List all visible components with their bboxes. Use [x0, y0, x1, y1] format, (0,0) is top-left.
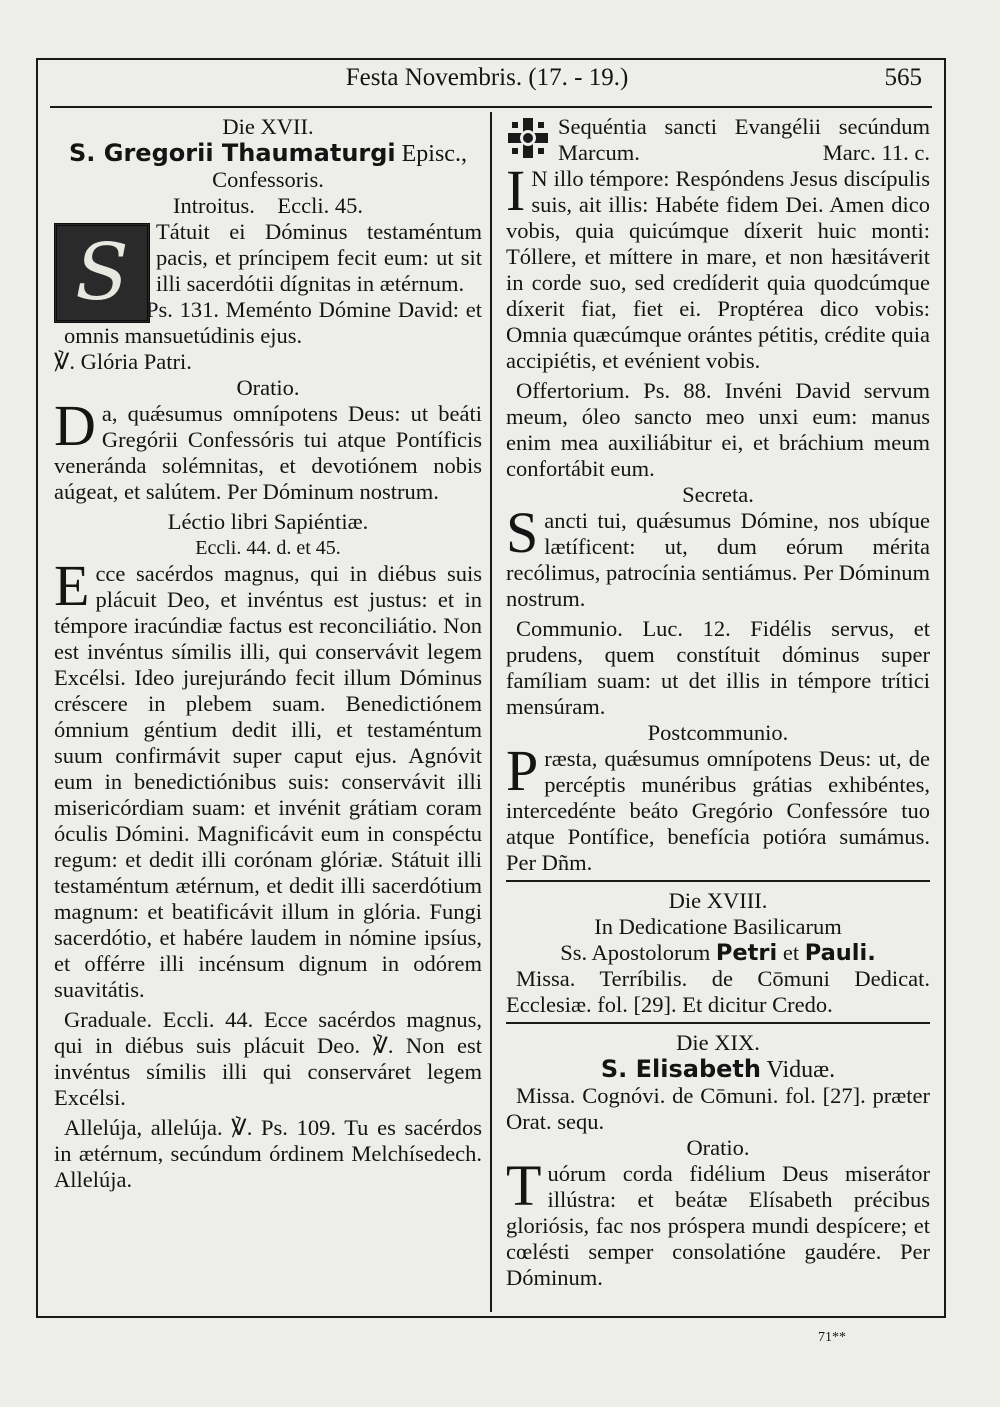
header-rule [50, 106, 932, 108]
left-column [54, 114, 482, 1193]
sequentia-text: Sequéntia sancti Evangélii secúndum Marcum. [558, 114, 930, 165]
oratio-xix-block [506, 1153, 930, 1291]
right-column [506, 114, 930, 1291]
postcommunio-heading: Postcommunio. [647, 720, 789, 745]
communio: Communio. Luc. 12. Fidélis servus, et prudens, quem constítuit dóminus super famíliam suam: ut det illis in témpore trítici mensúram. [506, 616, 930, 719]
lectio-heading: Léctio libri Sapiéntiæ. [167, 509, 369, 534]
drop-cap-d: D [54, 393, 96, 458]
dedicatione-heading: In Dedicatione Basilicarum [594, 914, 842, 939]
die-xix-heading: Die XIX. [676, 1030, 760, 1055]
drop-cap-s: S [506, 500, 539, 565]
lectio-text: cce sacérdos magnus, qui in diébus suis plácuit Deo, et invéntus est justus: et in témpore iracúndiæ factus est reconciliátio. Non est invéntus símilis illi, qui conservávit legem Excélsi. Ideo jurejurándo fecit illum Dóminus créscere in plebem suam. Benedictiónem ómnium géntium dedit illi, et testaméntum suum confirmávit super caput ejus. Agnóvit eum in benedictiónibus suis: conservávit illi misericórdiam suam: et invénit grátiam coram óculis Dómini. Magnificávit eum in conspéctu regum: et dedit illi corónam glóriæ. Státuit illi testaméntum ætérnum, et dedit illi sacerdótium magnum: et beatificávit illum in glória. Fungi sacerdótio, et habére laudem in nómine ipsíus, et offérre illi incénsum dignum in odórem suavitátis. [54, 561, 482, 1002]
saint-title: Episc., [401, 141, 467, 167]
cross-icon [506, 116, 550, 160]
oratio-xix-text: uórum corda fidélium Deus miserátor illústra: et beátæ Elísabeth précibus gloriósis, fac nos próspera mundi despícere; et cœlésti semper consolatióne gaudére. Per Dóminum. [506, 1161, 930, 1290]
offertorium: Offertorium. Ps. 88. Invéni David servum meum, óleo sancto meo unxi eum: manus enim mea auxiliábitur ei, et bráchium meum confortábit eum. [506, 378, 930, 481]
elisabeth-heading [506, 1056, 930, 1083]
oratio-xix-heading: Oratio. [686, 1135, 750, 1160]
die-xvii-heading: Die XVII. [222, 114, 314, 139]
secreta-block [506, 500, 930, 612]
evangelium-text: N illo témpore: Respóndens Jesus discípulis suis, ait illis: Habéte fidem Dei. Amen dico vobis, quia quicúmque díxerit huic monti: Tóllere, et míttere in mare, et non hæsitáverit in corde suo, sed credíderit quia quodcúmque díxerit fiat, fiet ei. Proptérea dico vobis: Omnia quæcúmque orántes pétitis, crédite quia accipiétis, et evénient vobis. [506, 166, 930, 373]
drop-cap-p: P [506, 738, 539, 803]
sequentia-ref: Marc. 11. c. [822, 140, 930, 165]
die-xviii-heading: Die XVIII. [668, 888, 768, 913]
pauli: Pauli. [804, 940, 876, 966]
header-title: Festa Novembris. (17. - 19.) [345, 64, 629, 91]
introitus-ref: Eccli. 45. [277, 193, 363, 218]
signature-mark: 71** [818, 1330, 846, 1345]
psalm-verse: Ps. 131. Meménto Dómine David: et omnis mansuetúdinis ejus. [64, 297, 482, 348]
sequentia-block [506, 114, 930, 166]
gloria-patri: ℣. Glória Patri. [54, 349, 192, 374]
secreta-heading: Secreta. [682, 482, 754, 507]
postcommunio-text: ræsta, quǽsumus omnípotens Deus: ut, de percéptis munéribus grátias exhibéntes, intercedénte beáto Gregório Confessóre tuo atque Pontífice, benefícia potióra sumámus. Per Dñm. [506, 746, 930, 875]
drop-cap-i: I [506, 158, 526, 223]
et: et [782, 940, 800, 965]
apostolorum-heading [506, 940, 930, 966]
section-rule-2 [506, 1022, 930, 1024]
postcommunio-block [506, 738, 930, 876]
lectio-ref: Eccli. 44. d. et 45. [195, 537, 341, 559]
petri: Petri [715, 940, 778, 966]
page-header [52, 64, 922, 104]
page-number: 565 [884, 64, 922, 91]
drop-cap-e: E [54, 553, 90, 618]
secreta-text: ancti tui, quǽsumus Dómine, nos ubíque lætíficent: ut, dum eórum mérita recólimus, patrocínia sentiámus. Per Dóminum nostrum. [506, 508, 930, 611]
drop-cap-t: T [506, 1153, 542, 1218]
lectio-block [54, 553, 482, 1003]
introitus-text: Tátuit ei Dóminus testaméntum pacis, et príncipem fecit eum: ut sit illi sacerdótii dígnitas in ætérnum. [156, 219, 482, 296]
column-divider [490, 112, 492, 1312]
introitus-heading [54, 193, 482, 219]
missa-xix: Missa. Cognóvi. de Cōmuni. fol. [27]. præter Orat. sequ. [506, 1083, 930, 1134]
oratio-block [54, 393, 482, 505]
saint-name: S. Gregorii Thaumaturgi [69, 139, 396, 167]
missa-xviii: Missa. Terríbilis. de Cōmuni Dedicat. Ecclesiæ. fol. [29]. Et dicitur Credo. [506, 966, 930, 1017]
saint-title-2: Confessoris. [212, 167, 324, 192]
section-rule-1 [506, 880, 930, 882]
evangelium-block [506, 158, 930, 374]
introitus-text-block [54, 219, 482, 318]
graduale: Graduale. Eccli. 44. Ecce sacérdos magnus, qui in diébus suis plácuit Deo. ℣. Non est invéntus símilis illi qui conserváret legem Excélsi. [54, 1007, 482, 1110]
oratio-text: a, quǽsumus omnípotens Deus: ut beáti Gregórii Confessóris tui atque Pontíficis veneránda solémnitas, et devotiónem nobis aúgeat, et salútem. Per Dóminum nostrum. [54, 401, 482, 504]
saint-heading [54, 140, 482, 167]
introitus-label: Introitus. [173, 193, 255, 218]
ornamental-initial-s: S [54, 223, 150, 323]
elisabeth-name: S. Elisabeth [600, 1055, 761, 1083]
alleluia: Allelúja, allelúja. ℣. Ps. 109. Tu es sacérdos in ætérnum, secúndum órdinem Melchísedech. Allelúja. [54, 1115, 482, 1192]
viduae: Viduæ. [766, 1057, 836, 1083]
oratio-heading: Oratio. [236, 375, 300, 400]
apostolorum-pre: Ss. Apostolorum [560, 940, 711, 965]
